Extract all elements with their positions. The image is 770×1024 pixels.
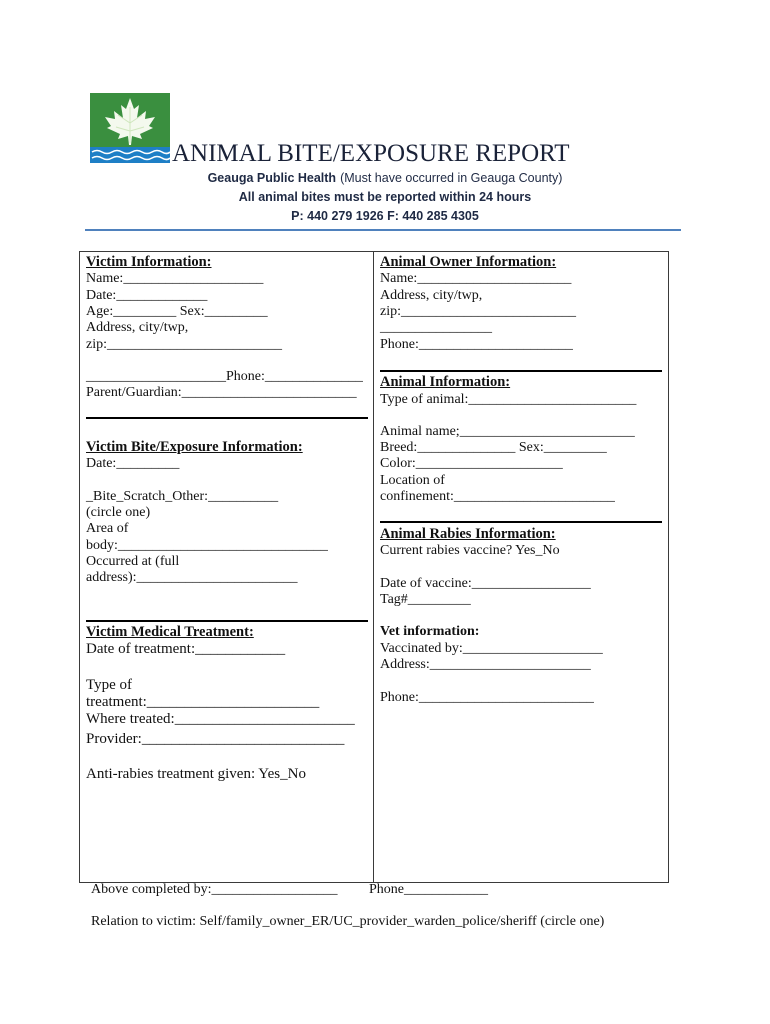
section-rule xyxy=(380,370,662,372)
victim-phone-field: ____________________Phone:______________ xyxy=(86,369,363,384)
section-rule xyxy=(86,620,368,622)
section-rule xyxy=(86,417,368,419)
agency-name: Geauga Public Health xyxy=(207,171,337,185)
where-treated-field: Where treated:________________________ xyxy=(86,711,355,727)
animal-color-field: Color:_____________________ xyxy=(380,456,563,471)
owner-info-heading: Animal Owner Information: xyxy=(380,254,557,270)
rabies-info-heading: Animal Rabies Information: xyxy=(380,526,556,542)
owner-address-label: Address, city/twp, xyxy=(380,288,483,303)
medical-heading: Victim Medical Treatment: xyxy=(86,624,254,640)
occurred-address-field: address):_______________________ xyxy=(86,570,298,585)
section-rule xyxy=(380,521,662,523)
anti-rabies-options: Anti-rabies treatment given: Yes_No xyxy=(86,766,306,782)
geauga-public-health-logo xyxy=(90,93,170,163)
victim-age-sex-field: Age:_________ Sex:_________ xyxy=(86,304,268,319)
victim-date-field: Date:_____________ xyxy=(86,288,208,303)
completer-phone-field: Phone____________ xyxy=(369,882,488,897)
bite-info-heading: Victim Bite/Exposure Information: xyxy=(86,439,303,455)
provider-field: Provider:___________________________ xyxy=(86,731,345,747)
relation-to-victim-options: Relation to victim: Self/family_owner_ER/UC_provider_warden_police/sheriff (circle one) xyxy=(91,914,605,929)
occurred-at-label: Occurred at (full xyxy=(86,554,180,569)
vaccinated-by-field: Vaccinated by:____________________ xyxy=(380,641,603,656)
owner-name-field: Name:______________________ xyxy=(380,271,572,286)
tag-field: Tag#_________ xyxy=(380,592,471,607)
vet-info-heading: Vet information: xyxy=(380,624,480,639)
vet-address-field: Address:_______________________ xyxy=(380,657,591,672)
owner-phone-field: Phone:______________________ xyxy=(380,337,573,352)
agency-line xyxy=(0,171,770,186)
agency-note: (Must have occurred in Geauga County) xyxy=(340,171,563,185)
column-divider xyxy=(373,251,374,883)
completed-by-field: Above completed by:__________________ xyxy=(91,882,338,897)
reporting-deadline: All animal bites must be reported within 24 hours xyxy=(238,190,532,204)
bite-date-field: Date:_________ xyxy=(86,456,180,471)
animal-info-heading: Animal Information: xyxy=(380,374,511,390)
location-of-label: Location of xyxy=(380,473,445,488)
vaccine-date-field: Date of vaccine:_________________ xyxy=(380,576,591,591)
area-of-label: Area of xyxy=(86,521,129,536)
type-of-label: Type of xyxy=(86,677,133,693)
vet-phone-field: Phone:_________________________ xyxy=(380,690,594,705)
bite-type-options: _Bite_Scratch_Other:__________ xyxy=(86,489,279,504)
treatment-type-field: treatment:_______________________ xyxy=(86,694,320,710)
animal-name-field: Animal name;_________________________ xyxy=(380,424,635,439)
victim-address-label: Address, city/twp, xyxy=(86,320,189,335)
parent-guardian-field: Parent/Guardian:_________________________ xyxy=(86,385,357,400)
header-divider xyxy=(85,229,681,231)
body-area-field: body:______________________________ xyxy=(86,538,328,553)
victim-info-heading: Victim Information: xyxy=(86,254,212,270)
logo-water-band xyxy=(90,147,170,163)
confinement-field: confinement:_______________________ xyxy=(380,489,615,504)
treatment-date-field: Date of treatment:____________ xyxy=(86,641,286,657)
animal-type-field: Type of animal:________________________ xyxy=(380,392,637,407)
animal-breed-sex-field: Breed:______________ Sex:_________ xyxy=(380,440,607,455)
victim-name-field: Name:____________________ xyxy=(86,271,264,286)
owner-zip-field: zip:_________________________ xyxy=(380,304,576,319)
contact-numbers: P: 440 279 1926 F: 440 285 4305 xyxy=(291,209,479,223)
victim-zip-field: zip:_________________________ xyxy=(86,337,282,352)
owner-zip-continued: ________________ xyxy=(380,320,492,335)
rabies-vaccine-options: Current rabies vaccine? Yes_No xyxy=(380,543,560,558)
circle-one-note: (circle one) xyxy=(86,505,151,520)
report-title: ANIMAL BITE/EXPOSURE REPORT xyxy=(172,140,570,167)
